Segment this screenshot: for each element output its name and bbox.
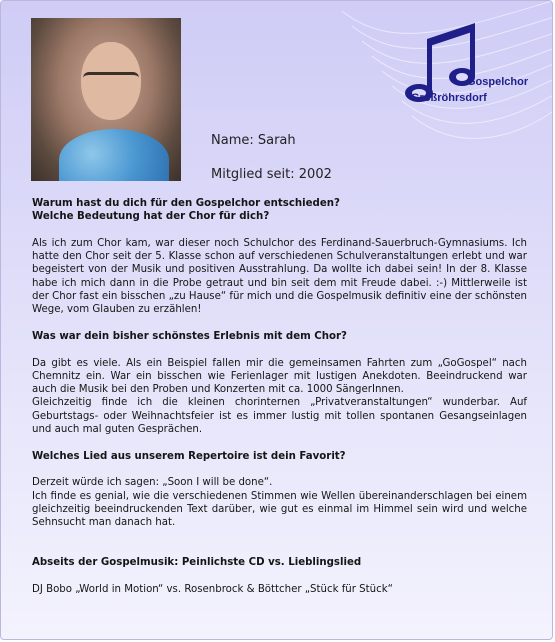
answer-2b: Gleichzeitig finde ich die kleinen chorinternen „Privatveranstaltungen“ wunderbar. Auf Geburtstags- oder Weihnachtsfeier ist es immer lustig mit tollen spontanen Gesangseinlagen und auch mal guten Gesprächen. bbox=[32, 397, 527, 436]
question-1b: Welche Bedeutung hat der Chor für dich? bbox=[32, 211, 270, 223]
logo-text-line2: Großröhrsdorf bbox=[411, 92, 487, 104]
answer-3a: Derzeit würde ich sagen: „Soon I will be done“. bbox=[32, 477, 273, 489]
question-4: Abseits der Gospelmusik: Peinlichste CD vs. Lieblingslied bbox=[32, 557, 362, 569]
member-name: Name: Sarah bbox=[211, 133, 296, 148]
logo-text-line1: Gospelchor bbox=[467, 76, 529, 88]
answer-4: DJ Bobo „World in Motion“ vs. Rosenbrock & Böttcher „Stück für Stück“ bbox=[32, 583, 393, 595]
question-3: Welches Lied aus unserem Repertoire ist dein Favorit? bbox=[32, 450, 346, 462]
answer-1: Als ich zum Chor kam, war dieser noch Schulchor des Ferdinand-Sauerbruch-Gymnasiums. Ich hatte den Chor seit der 5. Klasse schon auf verschiedenen Schulveranstaltungen erlebt und war begeistert von der Musik und positiven Ausstrahlung. Da wollte ich dabei sein! In der 8. Klasse habe ich mich dann in die Probe getraut und bin seit dem mit Freude dabei. :-) Mittlerweile ist der Chor fast ein bisschen „zu Hause“ für mich und die Gospelmusik definitiv eine der schönsten Wege, vom Glauben zu erzählen! bbox=[32, 237, 527, 316]
answer-3b: Ich finde es genial, wie die verschiedenen Stimmen wie Wellen übereinanderschlagen bei einem gleichzeitig beeindruckenden Text darüber, wie gut es einmal im Himmel sein wird und welche Sehnsucht man danach hat. bbox=[32, 490, 527, 529]
question-2: Was war dein bisher schönstes Erlebnis mit dem Chor? bbox=[32, 330, 347, 342]
answer-2a: Da gibt es viele. Als ein Beispiel fallen mir die gemeinsamen Fahrten zum „GoGospel“ nach Chemnitz ein. War ein bisschen wie Ferienlager mit lustigen Anekdoten. Beeindruckend war auch die Musik bei den Proben und Konzerten mit ca. 1000 SängerInnen. bbox=[32, 357, 527, 396]
interview-content bbox=[32, 197, 527, 596]
member-photo bbox=[31, 18, 181, 181]
question-1a: Warum hast du dich für den Gospelchor entschieden? bbox=[32, 198, 340, 209]
member-since: Mitglied seit: 2002 bbox=[211, 167, 332, 182]
